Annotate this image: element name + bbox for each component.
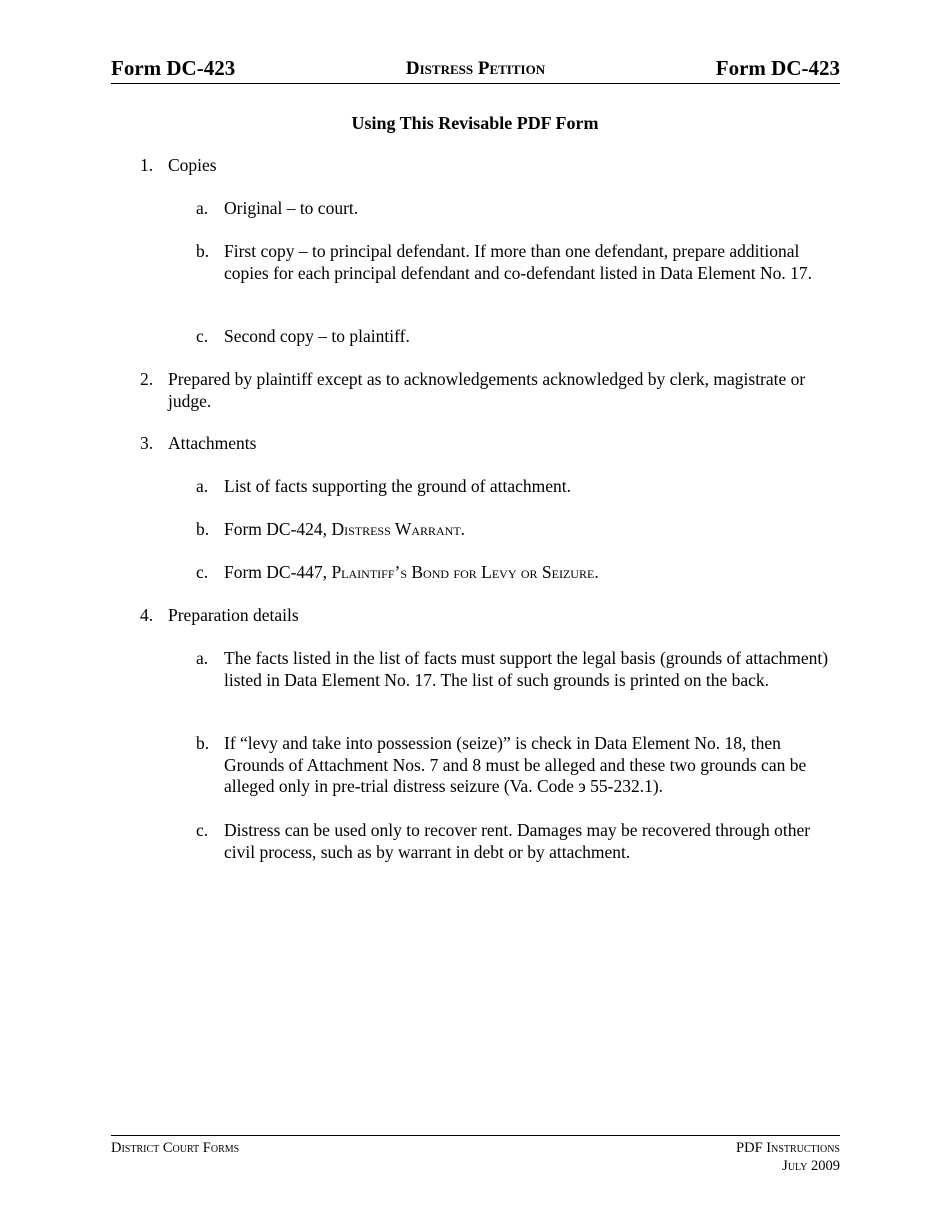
sub-item-letter: a. bbox=[196, 198, 209, 218]
sub-item-letter: b. bbox=[196, 241, 210, 261]
form-reference-prefix: Form DC-447, bbox=[224, 562, 332, 582]
form-reference-title: Plaintiff’s Bond for Levy or Seizure bbox=[331, 562, 595, 582]
document-title: Using This Revisable PDF Form bbox=[351, 113, 599, 133]
list-number: 1. bbox=[140, 155, 154, 175]
sub-item-letter: c. bbox=[196, 326, 209, 346]
form-reference-suffix: . bbox=[594, 562, 599, 582]
list-item-text: Copies bbox=[168, 155, 217, 175]
list-number: 2. bbox=[140, 369, 154, 389]
form-reference-title: Distress Warrant bbox=[331, 519, 461, 539]
list-item-text: Attachments bbox=[168, 433, 257, 453]
form-reference-prefix: Form DC-424, bbox=[224, 519, 332, 539]
sub-item-text: Original – to court. bbox=[224, 198, 359, 218]
sub-item-letter: c. bbox=[196, 562, 209, 582]
footer-doc-info bbox=[736, 1139, 840, 1175]
sub-item-text bbox=[224, 519, 836, 541]
sub-item-text: The facts listed in the list of facts must support the legal basis (grounds of attachment) listed in Data Element No. 17. The list of such grounds is printed on the back. bbox=[224, 648, 829, 690]
page-header bbox=[111, 55, 840, 84]
sub-item-letter: c. bbox=[196, 820, 209, 840]
sub-item-text: Second copy – to plaintiff. bbox=[224, 326, 410, 346]
form-reference-suffix: . bbox=[460, 519, 466, 539]
page-footer bbox=[111, 1135, 840, 1174]
list-number: 4. bbox=[140, 605, 154, 625]
sub-item-letter: a. bbox=[196, 476, 209, 496]
sub-item-letter: a. bbox=[196, 648, 209, 668]
footer-doc-type: PDF Instructions bbox=[736, 1140, 840, 1156]
footer-forms-label: District Court Forms bbox=[111, 1140, 240, 1156]
sub-item-text: First copy – to principal defendant. If more than one defendant, prepare additional copies for each principal defendant and co-defendant listed in Data Element No. 17. bbox=[224, 241, 812, 283]
list-item-text: Preparation details bbox=[168, 605, 299, 625]
sub-item-text bbox=[224, 562, 836, 584]
sub-item-text: If “levy and take into possession (seize)” is check in Data Element No. 18, then Grounds of Attachment Nos. 7 and 8 must be alleged and these two grounds can be alleged only in pre-trial distress seizure (Va. Code э 55-232.1). bbox=[224, 733, 807, 796]
header-form-number-right: Form DC-423 bbox=[715, 56, 840, 80]
header-form-title: Distress Petition bbox=[405, 58, 546, 79]
list-number: 3. bbox=[140, 433, 154, 453]
sub-item-text: List of facts supporting the ground of attachment. bbox=[224, 476, 572, 496]
footer-doc-date: July 2009 bbox=[782, 1158, 840, 1174]
sub-item-letter: b. bbox=[196, 733, 210, 753]
list-item-text: Prepared by plaintiff except as to acknowledgements acknowledged by clerk, magistrate or judge. bbox=[168, 369, 806, 411]
sub-item-text: Distress can be used only to recover rent. Damages may be recovered through other civil process, such as by warrant in debt or by attachment. bbox=[224, 820, 811, 862]
sub-item-letter: b. bbox=[196, 519, 210, 539]
header-form-number-left: Form DC-423 bbox=[111, 56, 236, 80]
